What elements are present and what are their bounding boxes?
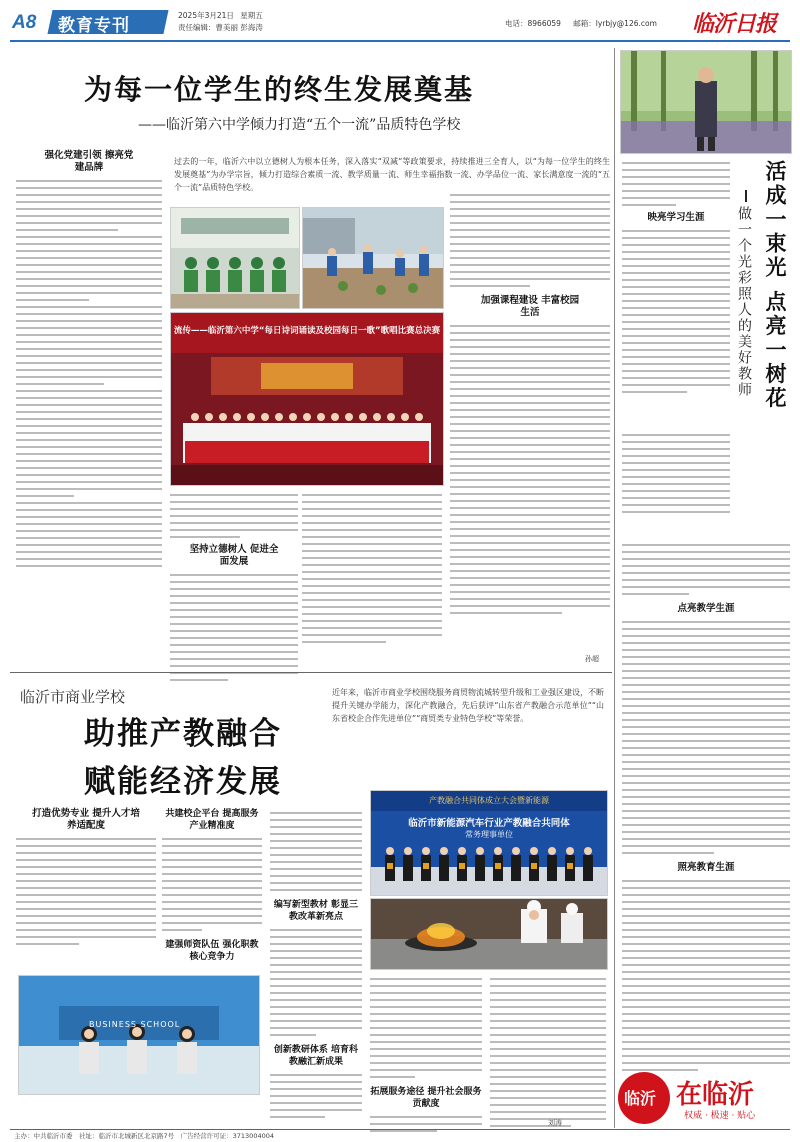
article3-section-heading: 点亮教学生涯 — [677, 603, 735, 614]
article2-section-heading: 建强师资队伍 强化职教核心竞争力 — [165, 940, 259, 962]
email: 邮箱：lyrbjy@126.com — [573, 19, 657, 28]
photo-school-sign: BUSINESS SCHOOL — [89, 1020, 181, 1029]
article3-section-heading: 照亮教育生涯 — [677, 862, 735, 873]
article1-section-heading: 加强课程建设 丰富校园生活 — [480, 295, 580, 318]
article1-col3 — [302, 490, 442, 648]
article3-title-right — [760, 160, 790, 540]
watermark-slogan: 权威 · 极速 · 贴心 — [684, 1111, 756, 1121]
article2-section-heading: 共建校企平台 提高服务产业精准度 — [165, 809, 259, 831]
article3-section-heading: 映亮学习生涯 — [647, 212, 705, 223]
photo-industry-alliance — [370, 790, 608, 896]
article1-byline: 孙超 — [585, 655, 599, 663]
issue-date: 2025年3月21日 — [178, 11, 234, 20]
article1-subtitle: ——临沂第六中学倾力打造“五个一流”品质特色学校 — [138, 117, 461, 133]
editor-line: 责任编辑：曹美丽 彭海涛 — [178, 23, 263, 32]
article1-lead: 过去的一年，临沂六中以立德树人为根本任务，深入落实“双减”等政策要求，持续推进三全育人，以“为每一位学生的终生发展奠基”为办学宗旨，倾力打造综合素质一流、教学质量一流、师生幸福指数一流、办学品位一流、家长满意度一流的“五个一流”品质特色学校。 — [174, 157, 610, 192]
article2-title-line2: 赋能经济发展 — [84, 764, 282, 800]
article3-title-left — [734, 206, 758, 526]
photo-cooking-class — [370, 898, 608, 970]
article2-title-line1: 助推产教融合 — [84, 716, 282, 752]
article3-title-right-text: 活成一束光 点亮一树花 — [763, 160, 788, 411]
article2-section-heading: 打造优势专业 提升人才培养适配度 — [32, 808, 140, 831]
app-watermark — [614, 1070, 800, 1126]
article3-title-left-text: 做一个光彩照人的美好教师 — [736, 206, 752, 398]
article1-col4 — [450, 190, 610, 619]
article3-col-b — [622, 430, 730, 518]
photo-singing-contest — [170, 312, 444, 486]
article3-title-dash — [745, 190, 747, 202]
article2-col3 — [270, 808, 362, 1123]
article2-col1 — [16, 808, 156, 950]
page-label: A8 — [12, 12, 37, 33]
article2-section-heading: 拓展服务途径 提升社会服务贡献度 — [370, 1087, 482, 1109]
banner-line3: 常务理事单位 — [465, 830, 513, 839]
newspaper-logo: 临沂日报 — [692, 11, 777, 37]
article3-col-a — [622, 158, 730, 398]
article2-col2 — [162, 808, 262, 969]
article2-byline: 刘涛 — [548, 1119, 562, 1127]
banner-line2: 临沂市新能源汽车行业产教融合共同体 — [408, 818, 570, 829]
photo-students-gardening — [302, 207, 444, 309]
header-rule — [10, 40, 790, 42]
article2-col4 — [370, 974, 482, 1137]
footer-rule — [10, 1129, 790, 1130]
watermark-title: 在临沂 — [676, 1080, 755, 1110]
banner-line1: 产教融合共同体成立大会暨新能源 — [429, 796, 549, 805]
article1-section-heading: 强化党建引领 擦亮党建品牌 — [44, 150, 134, 173]
article2-section-heading: 编写新型教材 彰显三教改革新亮点 — [273, 900, 359, 922]
article1-col1 — [16, 150, 162, 572]
section-tag-label: 教育专刊 — [58, 16, 130, 36]
photo-students-exercise — [170, 207, 300, 309]
photo-banner-caption: 流传——临沂第六中学“每日诗词诵读及校园每日一歌”歌唱比赛总决赛 — [173, 326, 441, 336]
article1-section-heading: 坚持立德树人 促进全面发展 — [189, 544, 279, 567]
watermark-badge-text: 临沂 — [624, 1089, 657, 1108]
article2-lead: 近年来，临沂市商业学校围绕服务商贸物流城转型升级和工业强区建设，不断提升关键办学能力，深化产教融合，先后获评“山东省产教融合示范单位”“山东省校企合作先进单位”“商贸类专业特色学校”等荣誉。 — [332, 688, 604, 723]
article2-section-heading: 创新教研体系 培育科教融汇新成果 — [273, 1045, 359, 1067]
issue-weekday: 星期五 — [240, 11, 263, 20]
footer-text: 主办：中共临沂市委 社址：临沂市北城新区北京路7号 广告经营许可证：3713004004 — [14, 1132, 274, 1140]
phone: 电话：8966059 — [505, 19, 561, 28]
article2-col5 — [490, 974, 606, 1132]
section-divider — [10, 672, 612, 673]
photo-school-students — [18, 975, 260, 1095]
article2-kicker: 临沂市商业学校 — [20, 688, 126, 706]
article1-title: 为每一位学生的终生发展奠基 — [84, 73, 475, 106]
photo-teacher-portrait — [620, 50, 792, 154]
article1-col2 — [170, 490, 298, 686]
column-divider — [614, 48, 615, 1128]
page-header — [0, 0, 800, 44]
article3-col-c — [622, 540, 790, 1076]
